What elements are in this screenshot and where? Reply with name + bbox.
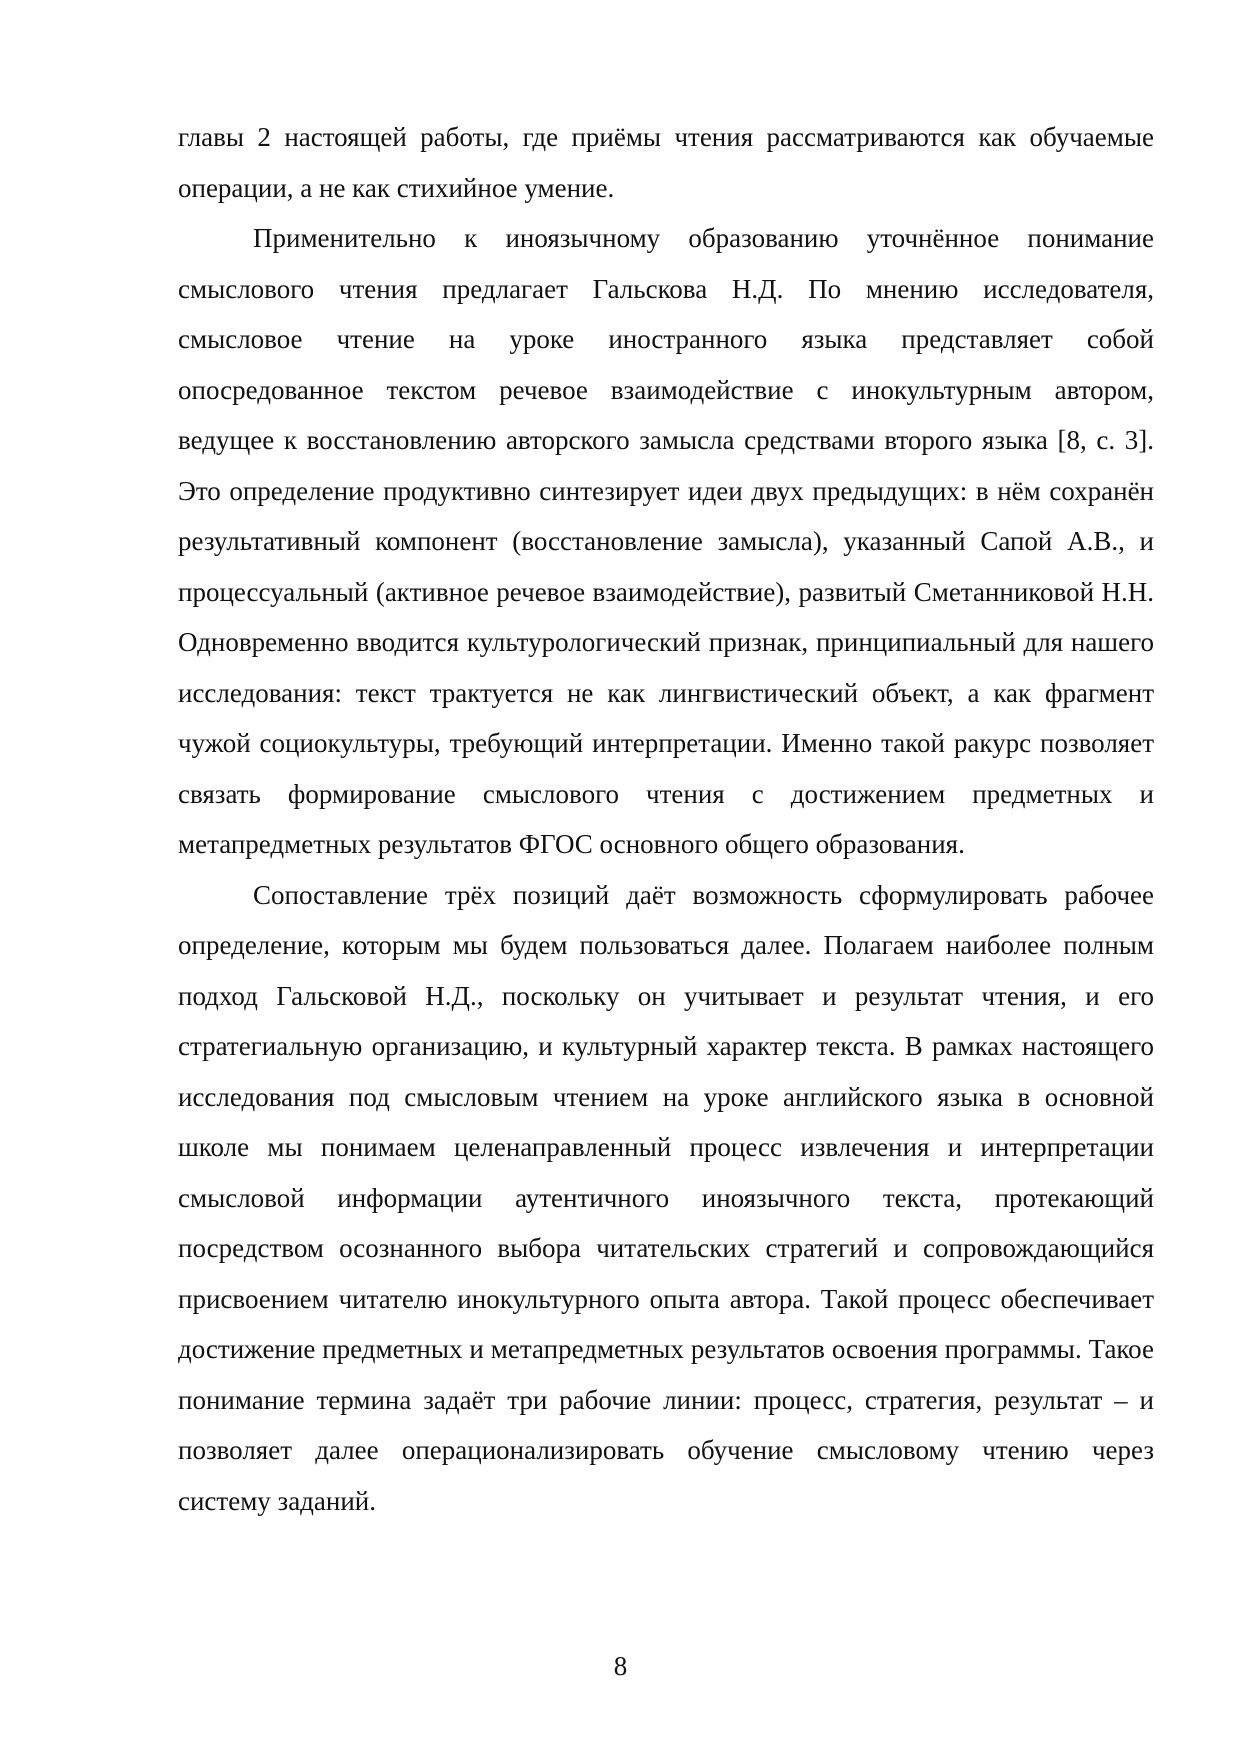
paragraph-galskova-definition: Применительно к иноязычному образованию уточнённое понимание смыслового чтения предлагает Гальскова Н.Д. По мнению исследователя, смысловое чтение на уроке иностранного языка представляет собой опосредованное текстом речевое взаимодействие с инокультурным автором, ведущее к восстановлению авторского замысла средствами второго языка [8, с. 3]. Это определение продуктивно синтезирует идеи двух предыдущих: в нём сохранён результативный компонент (восстановление замысла), указанный Сапой А.В., и процессуальный (активное речевое взаимодействие), развитый Сметанниковой Н.Н. Одновременно вводится культурологический признак, принципиальный для нашего исследования: текст трактуется не как лингвистический объект, а как фрагмент чужой социокультуры, требующий интерпретации. Именно такой ракурс позволяет связать формирование смыслового чтения с достижением предметных и метапредметных результатов ФГОС основного общего образования. [178,223,1154,859]
page-number: 8 [613,1651,628,1681]
paragraph-continuation: главы 2 настоящей работы, где приёмы чтения рассматриваются как обучаемые операции, а не как стихийное умение. [178,122,1154,203]
body-text [178,112,1154,1526]
paragraph-working-definition: Сопоставление трёх позиций даёт возможность сформулировать рабочее определение, которым мы будем пользоваться далее. Полагаем наиболее полным подход Гальсковой Н.Д., поскольку он учитывает и результат чтения, и его стратегиальную организацию, и культурный характер текста. В рамках настоящего исследования под смысловым чтением на уроке английского языка в основной школе мы понимаем целенаправленный процесс извлечения и интерпретации смысловой информации аутентичного иноязычного текста, протекающий посредством осознанного выбора читательских стратегий и сопровождающийся присвоением читателю инокультурного опыта автора. Такой процесс обеспечивает достижение предметных и метапредметных результатов освоения программы. Такое понимание термина задаёт три рабочие линии: процесс, стратегия, результат – и позволяет далее операционализировать обучение смысловому чтению через систему заданий. [178,879,1154,1516]
